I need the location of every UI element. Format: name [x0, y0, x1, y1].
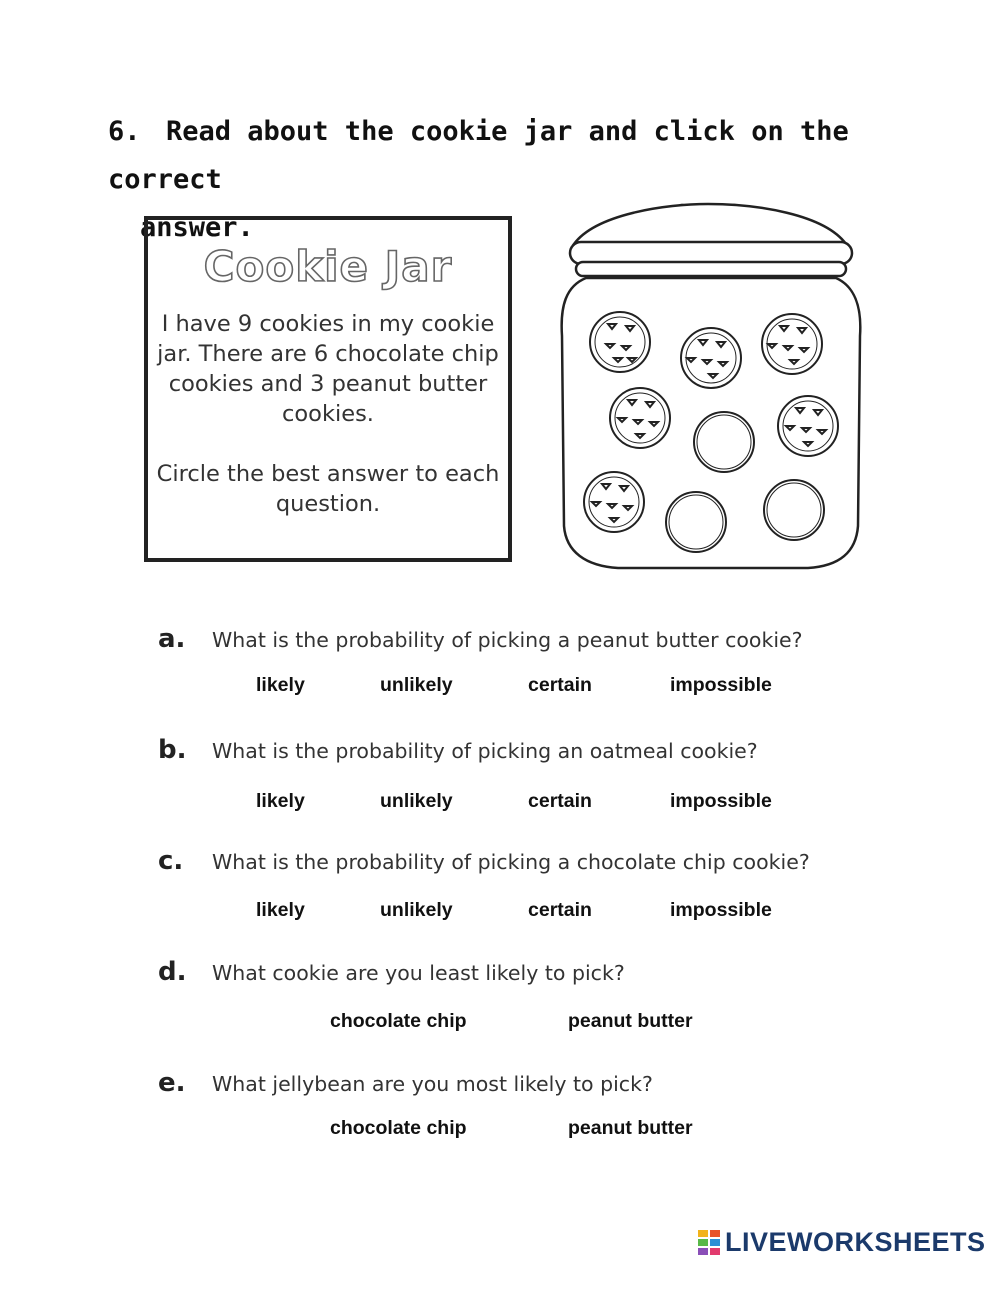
answer-c-likely[interactable]: likely	[256, 899, 305, 921]
answer-a-unlikely[interactable]: unlikely	[380, 674, 453, 696]
question-letter: b.	[158, 735, 187, 765]
answer-b-likely[interactable]: likely	[256, 790, 305, 812]
answer-a-likely[interactable]: likely	[256, 674, 305, 696]
chocolate-chip-cookie	[778, 396, 838, 456]
peanut-butter-cookie	[764, 480, 824, 540]
story-title: Cookie Jar	[203, 242, 453, 291]
answer-c-unlikely[interactable]: unlikely	[380, 899, 453, 921]
question-letter: e.	[158, 1068, 186, 1098]
answer-d-peanut-butter[interactable]: peanut butter	[568, 1010, 693, 1032]
question-b	[158, 735, 758, 765]
liveworksheets-logo[interactable]	[697, 1222, 986, 1262]
story-box	[144, 216, 512, 562]
question-a	[158, 624, 803, 654]
heading-line-2: answer.	[140, 212, 254, 243]
liveworksheets-logo-icon	[697, 1228, 723, 1256]
answer-c-impossible[interactable]: impossible	[670, 899, 772, 921]
question-d	[158, 957, 625, 987]
answer-b-unlikely[interactable]: unlikely	[380, 790, 453, 812]
question-e	[158, 1068, 653, 1098]
answer-b-certain[interactable]: certain	[528, 790, 592, 812]
answer-a-certain[interactable]: certain	[528, 674, 592, 696]
question-c	[158, 846, 810, 876]
logo-text: LIVEWORKSHEETS	[725, 1226, 986, 1257]
question-text: What is the probability of picking an oatmeal cookie?	[212, 739, 758, 763]
chocolate-chip-cookie	[584, 472, 644, 532]
story-paragraph-2: Circle the best answer to each question.	[156, 461, 500, 517]
heading-line-1: Read about the cookie jar and click on the correct	[108, 116, 849, 195]
answer-a-impossible[interactable]: impossible	[670, 674, 772, 696]
cookie-jar-illustration	[556, 196, 876, 576]
question-text: What is the probability of picking a chocolate chip cookie?	[212, 850, 810, 874]
answer-c-certain[interactable]: certain	[528, 899, 592, 921]
peanut-butter-cookie	[666, 492, 726, 552]
peanut-butter-cookie	[694, 412, 754, 472]
answer-e-peanut-butter[interactable]: peanut butter	[568, 1117, 693, 1139]
question-letter: d.	[158, 957, 187, 987]
chocolate-chip-cookie	[610, 388, 670, 448]
question-letter: a.	[158, 624, 186, 654]
exercise-number: 6.	[108, 116, 141, 147]
question-letter: c.	[158, 846, 184, 876]
chocolate-chip-cookie	[762, 314, 822, 374]
chocolate-chip-cookie	[681, 328, 741, 388]
story-paragraph-1: I have 9 cookies in my cookie jar. There are 6 chocolate chip cookies and 3 peanut butter cookies.	[157, 311, 499, 427]
question-text: What cookie are you least likely to pick?	[212, 961, 625, 985]
answer-d-chocolate-chip[interactable]: chocolate chip	[330, 1010, 467, 1032]
question-text: What is the probability of picking a peanut butter cookie?	[212, 628, 803, 652]
answer-b-impossible[interactable]: impossible	[670, 790, 772, 812]
answer-e-chocolate-chip[interactable]: chocolate chip	[330, 1117, 467, 1139]
chocolate-chip-cookie	[590, 312, 650, 372]
question-text: What jellybean are you most likely to pick?	[212, 1072, 653, 1096]
